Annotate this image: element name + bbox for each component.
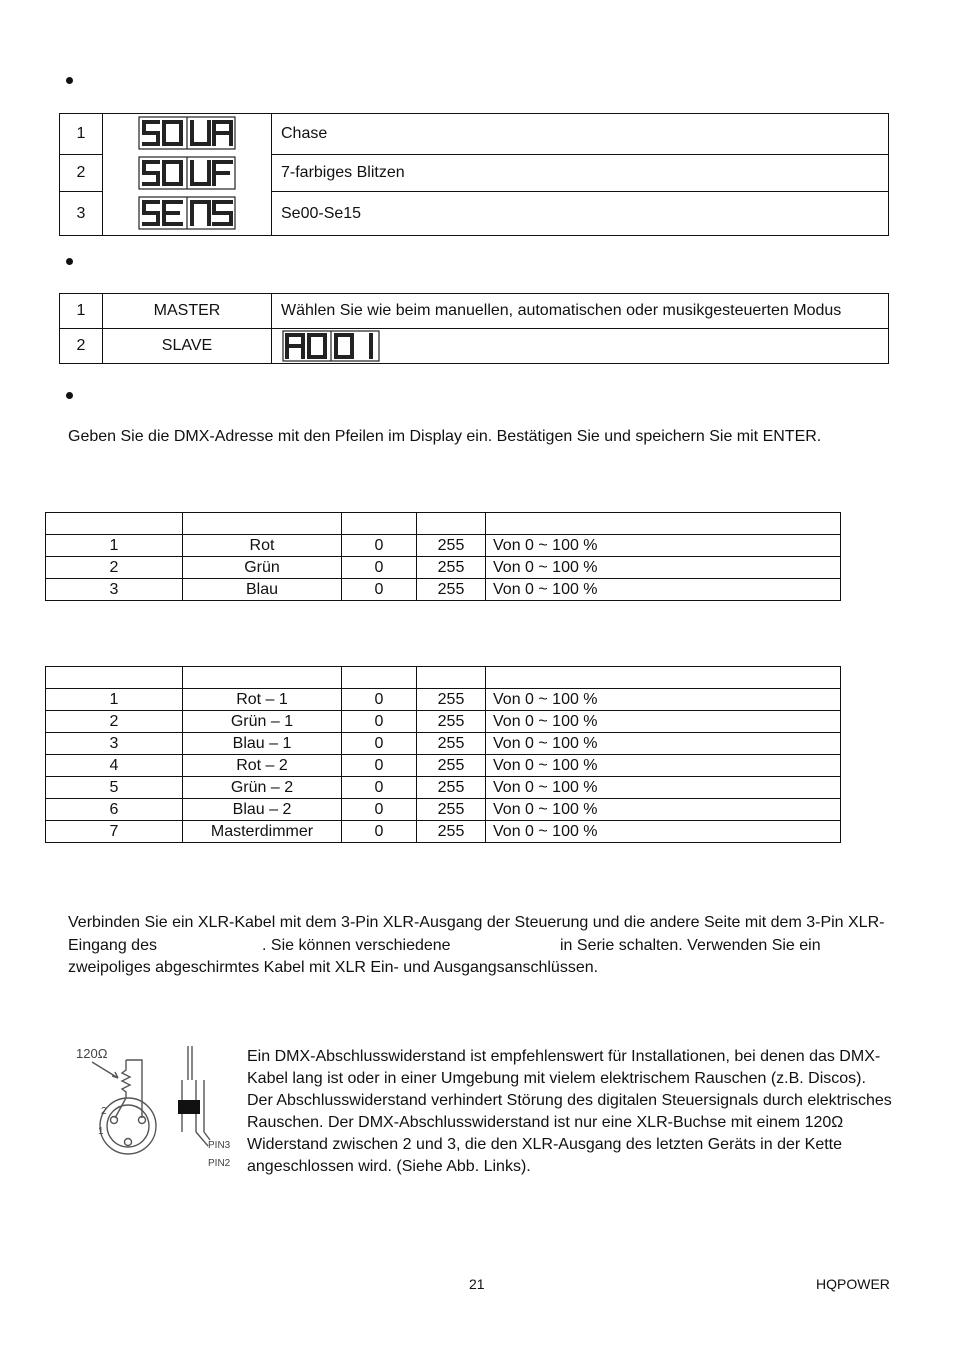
master-slave-table xyxy=(59,293,889,364)
dmx-ch: 7 xyxy=(46,821,183,843)
ms-desc: Wählen Sie wie beim manuellen, automatischen oder musikgesteuerten Modus xyxy=(272,294,889,329)
dmx-ch: 1 xyxy=(46,535,183,557)
dmx-max: 255 xyxy=(417,711,486,733)
dmx-ch: 4 xyxy=(46,755,183,777)
table-row xyxy=(60,294,889,329)
terminator-line: Rauschen. Der DMX-Abschlusswiderstand ist nur eine XLR-Buchse mit einem 120Ω xyxy=(247,1114,844,1131)
table-row xyxy=(46,799,841,821)
dmx-ch: 5 xyxy=(46,777,183,799)
ms-num: 1 xyxy=(60,294,103,329)
terminator-line: Ein DMX-Abschlusswiderstand ist empfehlenswert für Installationen, bei denen das DMX- xyxy=(247,1048,881,1065)
dmx-ch: 3 xyxy=(46,733,183,755)
lcd-display-icons xyxy=(138,116,236,230)
terminator-line: Der Abschlusswiderstand verhindert Störung des digitalen Steuersignals durch elektrisches xyxy=(247,1092,892,1109)
table-row xyxy=(46,755,841,777)
terminator-paragraph xyxy=(247,1046,907,1178)
dmx-range: Von 0 ~ 100 % xyxy=(486,579,841,601)
dmx-range: Von 0 ~ 100 % xyxy=(486,821,841,843)
xlr-line-2b: . Sie können verschiedene xyxy=(262,936,451,954)
table-row xyxy=(46,689,841,711)
dmx-name: Grün – 2 xyxy=(183,777,342,799)
table-row xyxy=(60,329,889,364)
xlr-line-1: Verbinden Sie ein XLR-Kabel mit dem 3-Pin XLR-Ausgang der Steuerung und die andere Seite mit dem 3-Pin XLR- xyxy=(68,914,885,931)
xlr-line-2a: Eingang des xyxy=(68,936,157,954)
pin2-lead-label: PIN2 xyxy=(208,1158,231,1169)
dmx-range: Von 0 ~ 100 % xyxy=(486,689,841,711)
dmx-max: 255 xyxy=(417,557,486,579)
dmx-min: 0 xyxy=(342,711,417,733)
ms-mode: MASTER xyxy=(103,294,272,329)
dmx-min: 0 xyxy=(342,579,417,601)
mode-num: 3 xyxy=(60,192,103,236)
dmx-range: Von 0 ~ 100 % xyxy=(486,711,841,733)
table-row xyxy=(46,711,841,733)
mode-num: 1 xyxy=(60,114,103,155)
dmx-range: Von 0 ~ 100 % xyxy=(486,733,841,755)
lcd-a001-icon xyxy=(282,330,380,362)
dmx-min: 0 xyxy=(342,689,417,711)
dmx-name: Grün xyxy=(183,557,342,579)
dmx-ch: 3 xyxy=(46,579,183,601)
ms-display-cell xyxy=(272,329,889,364)
mode-desc: Se00-Se15 xyxy=(272,192,889,236)
table-row xyxy=(46,557,841,579)
bullet-dmx xyxy=(66,392,76,402)
pin1-label: 1 xyxy=(98,1126,104,1137)
xlr-line-2 xyxy=(68,935,898,958)
terminator-line: Widerstand zwischen 2 und 3, die den XLR-Ausgang des letzten Geräts in der Kette xyxy=(247,1136,843,1153)
dmx-name: Blau xyxy=(183,579,342,601)
dmx-max: 255 xyxy=(417,689,486,711)
page-number: 21 xyxy=(469,1276,485,1292)
dmx-min: 0 xyxy=(342,755,417,777)
dmx-max: 255 xyxy=(417,777,486,799)
dmx-table-7ch xyxy=(45,666,841,843)
dmx-max: 255 xyxy=(417,799,486,821)
mode-table xyxy=(59,113,889,236)
dmx-ch: 2 xyxy=(46,711,183,733)
dmx-range: Von 0 ~ 100 % xyxy=(486,755,841,777)
xlr-paragraph xyxy=(68,912,898,980)
bullet-mode xyxy=(66,77,76,87)
dmx-min: 0 xyxy=(342,557,417,579)
dmx-name: Grün – 1 xyxy=(183,711,342,733)
pin3-lead-label: PIN3 xyxy=(208,1140,231,1151)
xlr-line-2c: in Serie schalten. Verwenden Sie ein xyxy=(560,936,821,954)
dmx-range: Von 0 ~ 100 % xyxy=(486,799,841,821)
dmx-name: Blau – 1 xyxy=(183,733,342,755)
terminator-line: angeschlossen wird. (Siehe Abb. Links). xyxy=(247,1158,531,1175)
xlr-terminator-diagram xyxy=(70,1040,240,1170)
table-row xyxy=(46,777,841,799)
dmx-range: Von 0 ~ 100 % xyxy=(486,535,841,557)
dmx-table-3ch xyxy=(45,512,841,601)
dmx-range: Von 0 ~ 100 % xyxy=(486,557,841,579)
dmx-ch: 2 xyxy=(46,557,183,579)
mode-desc: Chase xyxy=(272,114,889,155)
table-row xyxy=(60,114,889,155)
table-row xyxy=(46,821,841,843)
dmx-max: 255 xyxy=(417,535,486,557)
dmx-name: Rot xyxy=(183,535,342,557)
dmx-name: Rot – 2 xyxy=(183,755,342,777)
dmx-name: Blau – 2 xyxy=(183,799,342,821)
dmx-address-text: Geben Sie die DMX-Adresse mit den Pfeilen im Display ein. Bestätigen Sie und speichern Sie mit ENTER. xyxy=(68,428,822,445)
dmx-min: 0 xyxy=(342,535,417,557)
table-row xyxy=(46,579,841,601)
dmx-ch: 1 xyxy=(46,689,183,711)
dmx-min: 0 xyxy=(342,821,417,843)
dmx-max: 255 xyxy=(417,733,486,755)
dmx-max: 255 xyxy=(417,821,486,843)
resistor-label: 120Ω xyxy=(76,1046,108,1061)
dmx-name: Rot – 1 xyxy=(183,689,342,711)
dmx-min: 0 xyxy=(342,733,417,755)
table-header-row xyxy=(46,513,841,535)
brand-footer: HQPOWER xyxy=(816,1276,890,1292)
table-row xyxy=(46,535,841,557)
dmx-max: 255 xyxy=(417,579,486,601)
mode-num: 2 xyxy=(60,155,103,192)
dmx-min: 0 xyxy=(342,799,417,821)
dmx-range: Von 0 ~ 100 % xyxy=(486,777,841,799)
ms-mode: SLAVE xyxy=(103,329,272,364)
table-header-row xyxy=(46,667,841,689)
heatshrink-shape xyxy=(178,1100,200,1114)
ms-num: 2 xyxy=(60,329,103,364)
dmx-ch: 6 xyxy=(46,799,183,821)
xlr-line-3: zweipoliges abgeschirmtes Kabel mit XLR Ein- und Ausgangsanschlüssen. xyxy=(68,959,599,976)
dmx-name: Masterdimmer xyxy=(183,821,342,843)
dmx-max: 255 xyxy=(417,755,486,777)
lcd-cell xyxy=(103,114,272,236)
pin2-label: 2 xyxy=(101,1106,107,1117)
dmx-min: 0 xyxy=(342,777,417,799)
bullet-master-slave xyxy=(66,258,76,268)
terminator-line: Kabel lang ist oder in einer Umgebung mit vielem elektrischem Rauschen (z.B. Discos). xyxy=(247,1070,866,1087)
table-row xyxy=(46,733,841,755)
mode-desc: 7-farbiges Blitzen xyxy=(272,155,889,192)
